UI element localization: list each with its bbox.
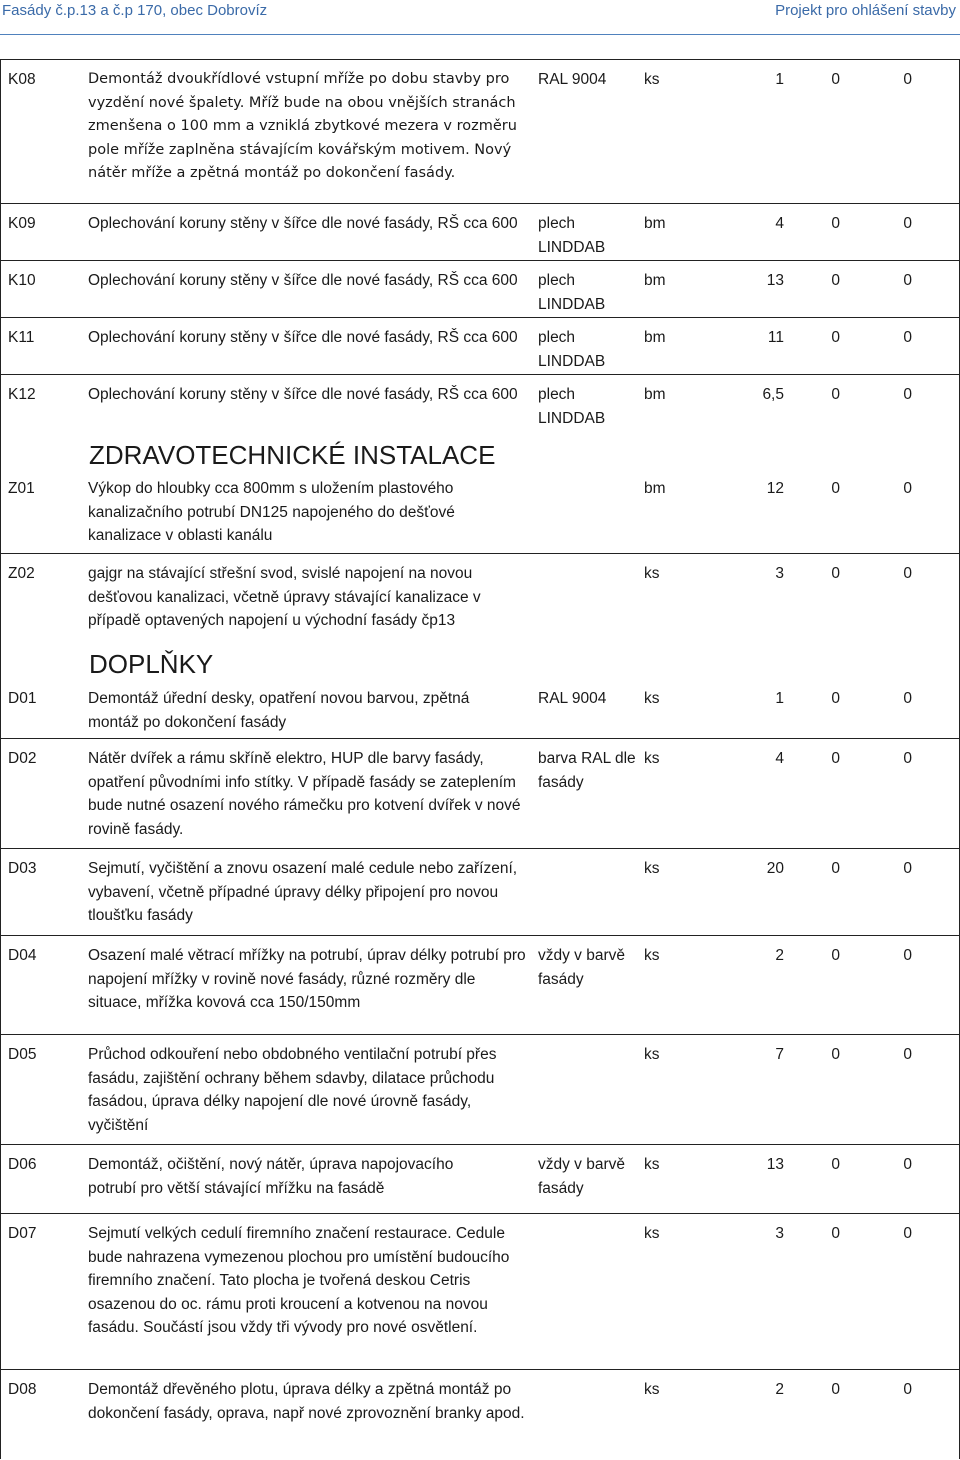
row-unit: ks bbox=[644, 1046, 660, 1063]
row-value-b: 0 bbox=[903, 272, 912, 289]
row-code: D08 bbox=[8, 1381, 37, 1398]
row-unit: ks bbox=[644, 565, 660, 582]
row-material: plech LINDDAB bbox=[538, 215, 606, 256]
row-material: barva RAL dle fasády bbox=[538, 750, 636, 791]
row-value-a: 0 bbox=[831, 480, 840, 497]
table-row bbox=[0, 1213, 960, 1370]
row-value-b: 0 bbox=[903, 750, 912, 767]
row-unit: ks bbox=[644, 1225, 660, 1242]
row-description: Oplechování koruny stěny v šířce dle nové fasády, RŠ cca 600 bbox=[88, 272, 518, 289]
row-material: plech LINDDAB bbox=[538, 329, 606, 370]
table-row bbox=[0, 1369, 960, 1460]
row-value-a: 0 bbox=[831, 750, 840, 767]
header-right-title: Projekt pro ohlášení stavby bbox=[775, 2, 956, 19]
row-quantity: 13 bbox=[766, 1156, 784, 1173]
row-value-a: 0 bbox=[831, 329, 840, 346]
row-code: Z01 bbox=[8, 480, 35, 497]
row-description: Sejmutí velkých cedulí firemního značení restaurace. Cedule bude nahrazena vymezenou plochou pro umístění budoucího firemního značení. Tato plocha je tvořená deskou Cetris osazenou do oc. rámu proti kroucení a kotvenou na novou fasádu. Součástí jsou vždy tři vývody pro nové osvětlení. bbox=[88, 1225, 510, 1336]
row-value-a: 0 bbox=[831, 860, 840, 877]
table-row bbox=[0, 935, 960, 1035]
row-value-b: 0 bbox=[903, 947, 912, 964]
row-code: Z02 bbox=[8, 565, 35, 582]
row-code: K11 bbox=[8, 329, 35, 346]
table-row bbox=[0, 738, 960, 849]
row-material: vždy v barvě fasády bbox=[538, 947, 626, 988]
row-code: K10 bbox=[8, 272, 36, 289]
row-value-a: 0 bbox=[831, 1156, 840, 1173]
header-left-title: Fasády č.p.13 a č.p 170, obec Dobrovíz bbox=[2, 2, 268, 19]
row-unit: bm bbox=[644, 272, 666, 289]
row-value-a: 0 bbox=[831, 565, 840, 582]
row-quantity: 4 bbox=[775, 750, 784, 767]
row-value-b: 0 bbox=[903, 1225, 912, 1242]
row-code: D05 bbox=[8, 1046, 37, 1063]
row-code: K09 bbox=[8, 215, 36, 232]
table-row bbox=[0, 59, 960, 204]
row-value-a: 0 bbox=[831, 71, 840, 88]
row-description: Osazení malé větrací mřížky na potrubí, úprav délky potrubí pro napojení mřížky v rovině nové fasády, různé rozměry dle situace, mřížka kovová cca 150/150mm bbox=[88, 947, 526, 1011]
row-unit: ks bbox=[644, 71, 660, 88]
row-value-a: 0 bbox=[831, 272, 840, 289]
row-description: Demontáž dvoukřídlové vstupní mříže po dobu stavby pro vyzdění nové špalety. Mříž bude na obou vnějších stranách zmenšena o 100 mm a vzniklá zbytkové mezera v rozměru pole mříže zaplněna stávajícím kovářským motivem. Nový nátěr mříže a zpětná montáž po dokončení fasády. bbox=[88, 71, 517, 181]
row-value-a: 0 bbox=[831, 1046, 840, 1063]
row-value-b: 0 bbox=[903, 329, 912, 346]
row-value-a: 0 bbox=[831, 215, 840, 232]
table-row bbox=[0, 469, 960, 553]
row-value-b: 0 bbox=[903, 1381, 912, 1398]
row-unit: ks bbox=[644, 1381, 660, 1398]
row-unit: ks bbox=[644, 947, 660, 964]
row-value-b: 0 bbox=[903, 215, 912, 232]
row-quantity: 2 bbox=[775, 1381, 784, 1398]
row-material: RAL 9004 bbox=[538, 690, 607, 707]
row-code: D02 bbox=[8, 750, 37, 767]
row-value-b: 0 bbox=[903, 1156, 912, 1173]
row-quantity: 13 bbox=[766, 272, 784, 289]
row-value-b: 0 bbox=[903, 1046, 912, 1063]
row-code: D04 bbox=[8, 947, 37, 964]
row-unit: ks bbox=[644, 860, 660, 877]
table-row bbox=[0, 374, 960, 430]
table-row bbox=[0, 679, 960, 738]
row-description: Výkop do hloubky cca 800mm s uložením plastového kanalizačního potrubí DN125 napojeného do dešťové kanalizace v oblasti kanálu bbox=[88, 480, 455, 544]
row-quantity: 2 bbox=[775, 947, 784, 964]
table-row bbox=[0, 848, 960, 936]
row-value-b: 0 bbox=[903, 71, 912, 88]
row-description: Demontáž úřední desky, opatření novou barvou, zpětná montáž po dokončení fasády bbox=[88, 690, 470, 731]
row-unit: ks bbox=[644, 690, 660, 707]
row-value-b: 0 bbox=[903, 860, 912, 877]
row-value-a: 0 bbox=[831, 1381, 840, 1398]
row-material: plech LINDDAB bbox=[538, 272, 606, 313]
row-value-a: 0 bbox=[831, 690, 840, 707]
row-unit: bm bbox=[644, 480, 666, 497]
row-description: Demontáž, očištění, nový nátěr, úprava napojovacího potrubí pro větší stávající mřížku na fasádě bbox=[88, 1156, 454, 1197]
page-header bbox=[0, 0, 960, 26]
table-row bbox=[0, 260, 960, 318]
row-quantity: 7 bbox=[775, 1046, 784, 1063]
row-code: K08 bbox=[8, 71, 36, 88]
row-value-b: 0 bbox=[903, 565, 912, 582]
row-description: Demontáž dřevěného plotu, úprava délky a zpětná montáž po dokončení fasády, oprava, např nové zprovoznění branky apod. bbox=[88, 1381, 525, 1422]
items-table bbox=[0, 59, 960, 1459]
row-code: K12 bbox=[8, 386, 36, 403]
table-row bbox=[0, 317, 960, 375]
row-unit: bm bbox=[644, 215, 666, 232]
row-quantity: 1 bbox=[775, 71, 784, 88]
row-quantity: 1 bbox=[775, 690, 784, 707]
row-value-b: 0 bbox=[903, 386, 912, 403]
row-description: Nátěr dvířek a rámu skříně elektro, HUP dle barvy fasády, opatření původními info stítky. V případě fasády se zateplením bude nutné osazení nového rámečku pro kotvení dvířek v nové rovině fasády. bbox=[88, 750, 521, 838]
table-row bbox=[0, 1144, 960, 1214]
row-value-a: 0 bbox=[831, 1225, 840, 1242]
section-heading-doplnky: DOPLŇKY bbox=[89, 649, 214, 679]
row-value-a: 0 bbox=[831, 386, 840, 403]
row-material: plech LINDDAB bbox=[538, 386, 606, 427]
row-material: RAL 9004 bbox=[538, 71, 607, 88]
row-material: vždy v barvě fasády bbox=[538, 1156, 626, 1197]
row-code: D07 bbox=[8, 1225, 37, 1242]
row-description: Oplechování koruny stěny v šířce dle nové fasády, RŠ cca 600 bbox=[88, 386, 518, 403]
row-quantity: 12 bbox=[766, 480, 784, 497]
row-quantity: 6,5 bbox=[762, 386, 784, 403]
table-row bbox=[0, 553, 960, 641]
table-row bbox=[0, 1034, 960, 1145]
row-unit: ks bbox=[644, 750, 660, 767]
row-value-a: 0 bbox=[831, 947, 840, 964]
section-heading-zdravotechnicke: ZDRAVOTECHNICKÉ INSTALACE bbox=[89, 440, 496, 470]
row-quantity: 3 bbox=[775, 1225, 784, 1242]
row-value-b: 0 bbox=[903, 480, 912, 497]
row-description: Sejmutí, vyčištění a znovu osazení malé cedule nebo zařízení, vybavení, včetně případné úpravy délky připojení pro novou tloušťku fasády bbox=[88, 860, 518, 924]
row-quantity: 11 bbox=[767, 329, 784, 346]
row-value-b: 0 bbox=[903, 690, 912, 707]
header-rule bbox=[0, 34, 960, 35]
row-quantity: 4 bbox=[775, 215, 784, 232]
row-description: Průchod odkouření nebo obdobného ventilační potrubí přes fasádu, zajištění ochrany během sdavby, dilatace průchodu fasádou, úprava délky napojení dle nové úrovně fasády, vyčištění bbox=[88, 1046, 497, 1134]
row-description: Oplechování koruny stěny v šířce dle nové fasády, RŠ cca 600 bbox=[88, 215, 518, 232]
row-quantity: 20 bbox=[766, 860, 784, 877]
row-code: D01 bbox=[8, 690, 37, 707]
row-code: D03 bbox=[8, 860, 37, 877]
row-unit: ks bbox=[644, 1156, 660, 1173]
table-row bbox=[0, 203, 960, 261]
row-description: gajgr na stávající střešní svod, svislé napojení na novou dešťovou kanalizaci, včetně úpravy stávající kanalizace v případě optavených napojení u východní fasády čp13 bbox=[88, 565, 481, 629]
row-quantity: 3 bbox=[775, 565, 784, 582]
row-unit: bm bbox=[644, 386, 666, 403]
row-unit: bm bbox=[644, 329, 666, 346]
row-code: D06 bbox=[8, 1156, 37, 1173]
row-description: Oplechování koruny stěny v šířce dle nové fasády, RŠ cca 600 bbox=[88, 329, 518, 346]
